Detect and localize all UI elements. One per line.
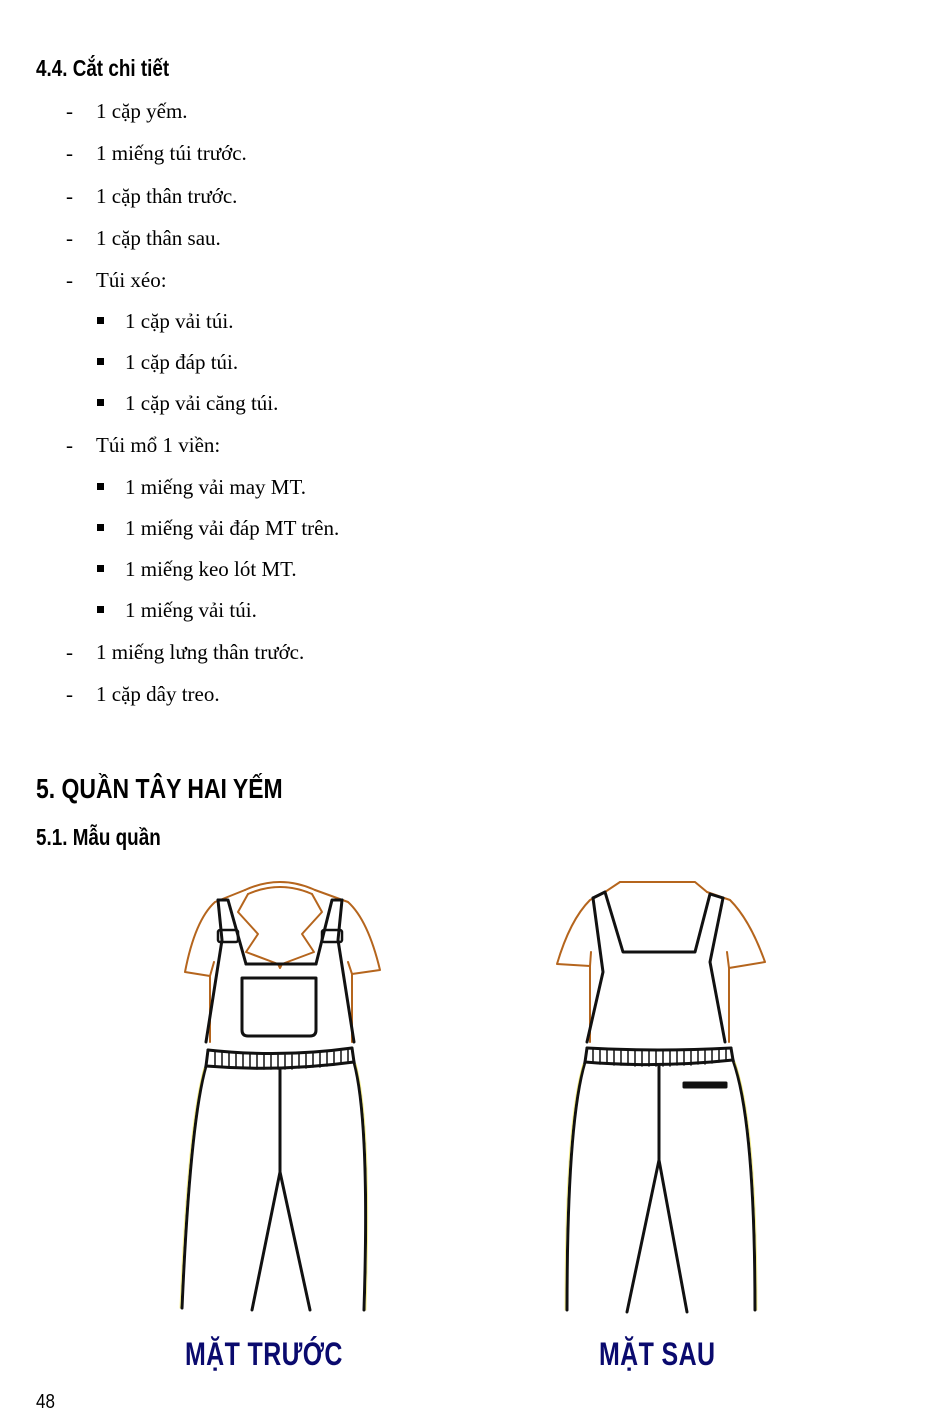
list-item-text: 1 miếng lưng thân trước. xyxy=(96,640,305,664)
list-item-text: 1 cặp thân sau. xyxy=(96,226,221,250)
list-item-text: 1 miếng vải đáp MT trên. xyxy=(125,516,340,540)
dash-marker: - xyxy=(66,433,73,457)
list-item-text: 1 cặp yếm. xyxy=(96,99,188,123)
list-item-text: 1 cặp thân trước. xyxy=(96,184,238,208)
list-item-text: 1 cặp dây treo. xyxy=(96,682,220,706)
square-bullet-icon xyxy=(97,399,104,406)
square-bullet-icon xyxy=(97,483,104,490)
section-heading-5-1: 5.1. Mẫu quần xyxy=(36,824,161,850)
list-item-text: Túi xéo: xyxy=(96,268,167,292)
square-bullet-icon xyxy=(97,565,104,572)
list-item-text: 1 cặp vải căng túi. xyxy=(125,391,279,415)
list-item-text: 1 miếng vải túi. xyxy=(125,598,257,622)
dash-marker: - xyxy=(66,268,73,292)
figure-caption-back: MẶT SAU xyxy=(599,1336,716,1372)
dash-marker: - xyxy=(66,226,73,250)
list-item-text: 1 cặp đáp túi. xyxy=(125,350,239,374)
list-item-text: Túi mổ 1 viền: xyxy=(96,433,221,457)
square-bullet-icon xyxy=(97,317,104,324)
list-item-text: 1 cặp vải túi. xyxy=(125,309,234,333)
square-bullet-icon xyxy=(97,358,104,365)
list-item-text: 1 miếng vải may MT. xyxy=(125,475,306,499)
list-item-text: 1 miếng túi trước. xyxy=(96,141,247,165)
section-heading-4-4: 4.4. Cắt chi tiết xyxy=(36,55,170,81)
dash-marker: - xyxy=(66,141,73,165)
section-heading-5: 5. QUẦN TÂY HAI YẾM xyxy=(36,773,283,804)
dash-marker: - xyxy=(66,99,73,123)
dash-marker: - xyxy=(66,640,73,664)
back-welt-pocket xyxy=(683,1082,727,1088)
overalls-front-illustration xyxy=(170,872,390,1322)
square-bullet-icon xyxy=(97,606,104,613)
page-number: 48 xyxy=(36,1391,55,1413)
dash-marker: - xyxy=(66,184,73,208)
square-bullet-icon xyxy=(97,524,104,531)
list-item-text: 1 miếng keo lót MT. xyxy=(125,557,297,581)
dash-marker: - xyxy=(66,682,73,706)
overalls-back-illustration xyxy=(545,872,775,1322)
figure-caption-front: MẶT TRƯỚC xyxy=(185,1336,343,1372)
